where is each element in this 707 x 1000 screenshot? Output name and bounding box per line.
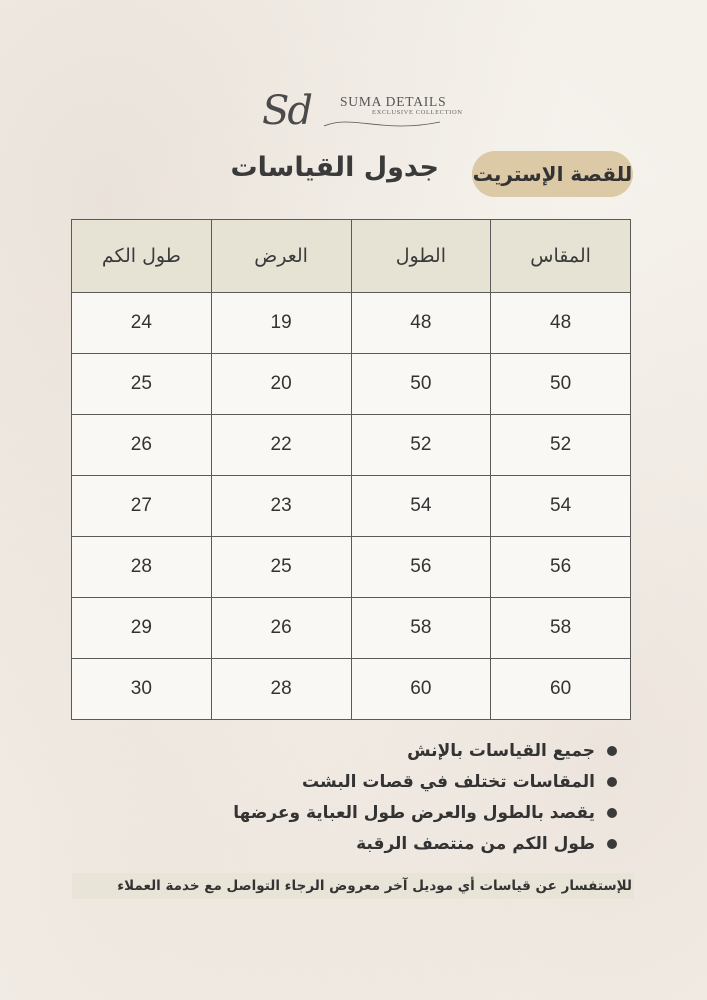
table-cell: 20 — [211, 354, 351, 415]
table-row — [72, 415, 631, 476]
column-header-length: الطول — [351, 220, 491, 293]
column-header-width: العرض — [211, 220, 351, 293]
list-item — [197, 829, 617, 860]
table-row — [72, 476, 631, 537]
table-row — [72, 354, 631, 415]
column-header-size: المقاس — [491, 220, 631, 293]
table-row — [72, 293, 631, 354]
table-row — [72, 598, 631, 659]
note-text: يقصد بالطول والعرض طول العباية وعرضها — [233, 803, 595, 823]
table-cell: 56 — [491, 537, 631, 598]
table-row — [72, 659, 631, 720]
table-cell: 23 — [211, 476, 351, 537]
table-cell: 19 — [211, 293, 351, 354]
bullet-icon — [607, 746, 617, 756]
table-cell: 50 — [351, 354, 491, 415]
bullet-icon — [607, 839, 617, 849]
table-cell: 24 — [72, 293, 212, 354]
table-cell: 30 — [72, 659, 212, 720]
table-cell: 25 — [72, 354, 212, 415]
table-cell: 54 — [351, 476, 491, 537]
table-cell: 22 — [211, 415, 351, 476]
cut-badge: للقصة الإستريت — [472, 151, 633, 197]
table-cell: 60 — [491, 659, 631, 720]
brand-name: SUMA DETAILS — [340, 94, 447, 109]
table-cell: 26 — [72, 415, 212, 476]
table-cell: 52 — [491, 415, 631, 476]
table-header-row — [72, 220, 631, 293]
notes-list — [197, 736, 617, 860]
table-cell: 26 — [211, 598, 351, 659]
bullet-icon — [607, 777, 617, 787]
table-row — [72, 537, 631, 598]
table-cell: 54 — [491, 476, 631, 537]
page-title: جدول القياسات — [230, 152, 439, 183]
list-item — [197, 798, 617, 829]
table-cell: 25 — [211, 537, 351, 598]
table-cell: 29 — [72, 598, 212, 659]
table-cell: 28 — [72, 537, 212, 598]
note-text: جميع القياسات بالإنش — [407, 741, 595, 761]
table-cell: 27 — [72, 476, 212, 537]
table-cell: 52 — [351, 415, 491, 476]
table-cell: 50 — [491, 354, 631, 415]
brand-logo — [262, 88, 463, 143]
table-cell: 48 — [351, 293, 491, 354]
table-cell: 28 — [211, 659, 351, 720]
size-chart-table — [71, 219, 631, 720]
customer-service-note: للإستفسار عن قياسات أي موديل آخر معروض الرجاء التواصل مع خدمة العملاء — [72, 873, 634, 899]
table-cell: 60 — [351, 659, 491, 720]
note-text: طول الكم من منتصف الرقبة — [356, 834, 595, 854]
list-item — [197, 736, 617, 767]
bullet-icon — [607, 808, 617, 818]
table-cell: 56 — [351, 537, 491, 598]
column-header-sleeve-length: طول الكم — [72, 220, 212, 293]
logo-monogram: Sd — [262, 88, 312, 134]
note-text: المقاسات تختلف في قصات البشت — [302, 772, 595, 792]
brand-tagline: EXCLUSIVE COLLECTION — [372, 109, 463, 116]
table-cell: 48 — [491, 293, 631, 354]
list-item — [197, 767, 617, 798]
table-cell: 58 — [491, 598, 631, 659]
table-cell: 58 — [351, 598, 491, 659]
